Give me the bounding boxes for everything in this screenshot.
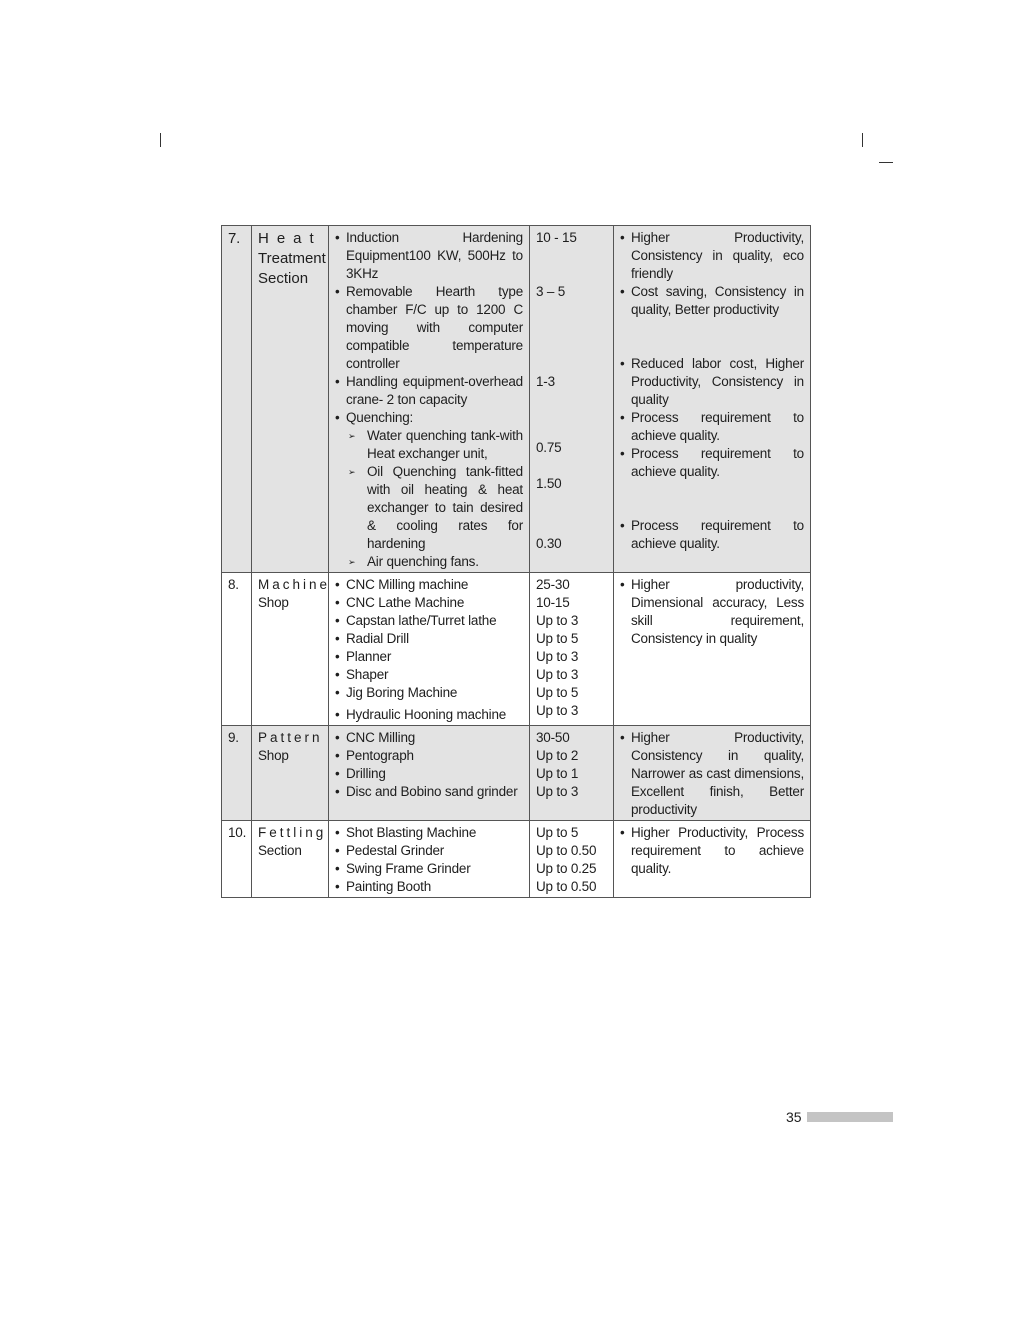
capacity-value: 0.30	[536, 536, 562, 551]
crop-mark-corner	[879, 162, 893, 163]
section-name-first: Fettling	[258, 825, 327, 840]
section-name	[252, 726, 329, 821]
equipment-item: • Drilling	[335, 765, 523, 783]
capacity-cell	[530, 226, 614, 573]
crop-mark-right	[862, 133, 863, 147]
section-name-rest: Section	[258, 843, 302, 858]
capacity-value: 1.50	[536, 476, 562, 491]
benefit-item: • Higher Productivity, Process requirement to achieve quality.	[620, 824, 804, 878]
equipment-item: • Induction Hardening Equipment100 KW, 500Hz to 3KHz	[335, 229, 523, 283]
equipment-item: • Painting Booth	[335, 878, 523, 896]
capacity-cell	[530, 573, 614, 726]
capacity-cell	[530, 821, 614, 898]
section-name-first: Machine	[258, 577, 331, 592]
page-number: 35	[786, 1109, 802, 1125]
capacity-value: 10-15	[536, 595, 570, 610]
capacity-value: Up to 3	[536, 613, 579, 628]
capacity-value: 0.75	[536, 440, 562, 455]
capacity-value: Up to 2	[536, 748, 579, 763]
footer-bar	[807, 1112, 893, 1122]
equipment-subitem: ➢ Air quenching fans.	[346, 553, 523, 571]
benefits-cell	[614, 226, 811, 573]
row-number: 9.	[222, 726, 252, 821]
capacity-value: Up to 0.50	[536, 879, 597, 894]
capacity-value: 10 - 15	[536, 230, 577, 245]
capacity-value: Up to 0.25	[536, 861, 597, 876]
table-row-fettling-section	[222, 821, 811, 898]
benefit-item: • Process requirement to achieve quality.	[620, 409, 804, 445]
section-name	[252, 573, 329, 726]
benefit-item: • Higher Productivity, Consistency in quality, eco friendly	[620, 229, 804, 283]
equipment-item: • CNC Lathe Machine	[335, 594, 523, 612]
capacity-value: Up to 3	[536, 667, 579, 682]
equipment-cell	[329, 226, 530, 573]
equipment-cell	[329, 821, 530, 898]
capacity-value: Up to 1	[536, 766, 579, 781]
capacity-value: Up to 5	[536, 825, 579, 840]
equipment-item: • Handling equipment-overhead crane- 2 ton capacity	[335, 373, 523, 409]
benefit-item: • Process requirement to achieve quality.	[620, 517, 804, 553]
equipment-item	[335, 409, 523, 571]
equipment-item: • CNC Milling	[335, 729, 523, 747]
row-number: 10.	[222, 821, 252, 898]
capacity-value: Up to 5	[536, 685, 579, 700]
benefit-item: • Process requirement to achieve quality.	[620, 445, 804, 481]
section-name-rest: Treatment Section	[258, 250, 326, 287]
equipment-item: • Jig Boring Machine	[335, 684, 523, 702]
capacity-cell	[530, 726, 614, 821]
equipment-item: • Planner	[335, 648, 523, 666]
capacity-value: Up to 3	[536, 649, 579, 664]
equipment-item: • Capstan lathe/Turret lathe	[335, 612, 523, 630]
equipment-table	[221, 225, 811, 898]
capacity-value: Up to 5	[536, 631, 579, 646]
benefits-cell	[614, 821, 811, 898]
benefit-item: • Cost saving, Consistency in quality, Better productivity	[620, 283, 804, 319]
capacity-value: 1-3	[536, 374, 555, 389]
row-number: 7.	[222, 226, 252, 573]
capacity-value: Up to 0.50	[536, 843, 597, 858]
crop-mark-left	[160, 133, 161, 147]
table-row-pattern-shop	[222, 726, 811, 821]
capacity-value: 3 – 5	[536, 284, 566, 299]
section-name-rest: Shop	[258, 595, 289, 610]
section-name	[252, 226, 329, 573]
section-name	[252, 821, 329, 898]
capacity-value: Up to 3	[536, 784, 579, 799]
equipment-cell	[329, 573, 530, 726]
capacity-value: 25-30	[536, 577, 570, 592]
table-row-machine-shop	[222, 573, 811, 726]
section-name-rest: Shop	[258, 748, 289, 763]
equipment-item: • Hydraulic Hooning machine	[335, 706, 523, 724]
benefit-item: • Higher productivity, Dimensional accuracy, Less skill requirement, Consistency in quality	[620, 576, 804, 648]
equipment-item: • Radial Drill	[335, 630, 523, 648]
equipment-item: • Pentograph	[335, 747, 523, 765]
benefit-item: • Higher Productivity, Consistency in quality, Narrower as cast dimensions, Excellent finish, Better productivity	[620, 729, 804, 819]
equipment-subitem: ➢ Water quenching tank-with Heat exchanger unit,	[346, 427, 523, 463]
equipment-item: • Shaper	[335, 666, 523, 684]
equipment-item-label: Quenching:	[346, 410, 414, 425]
equipment-item: • Disc and Bobino sand grinder	[335, 783, 523, 801]
section-name-first: Heat	[258, 230, 322, 247]
benefit-item: • Reduced labor cost, Higher Productivity, Consistency in quality	[620, 355, 804, 409]
equipment-item: • Swing Frame Grinder	[335, 860, 523, 878]
table-row-heat-treatment	[222, 226, 811, 573]
benefits-cell	[614, 573, 811, 726]
section-name-first: Pattern	[258, 730, 323, 745]
capacity-value: 30-50	[536, 730, 570, 745]
capacity-value: Up to 3	[536, 703, 579, 718]
equipment-item: • Shot Blasting Machine	[335, 824, 523, 842]
equipment-item: • CNC Milling machine	[335, 576, 523, 594]
equipment-item: • Removable Hearth type chamber F/C up to 1200 C moving with computer compatible temperature controller	[335, 283, 523, 373]
equipment-subitem: ➢ Oil Quenching tank-fitted with oil heating & heat exchanger to tain desired & cooling rates for hardening	[346, 463, 523, 553]
equipment-item: • Pedestal Grinder	[335, 842, 523, 860]
equipment-cell	[329, 726, 530, 821]
benefits-cell	[614, 726, 811, 821]
row-number: 8.	[222, 573, 252, 726]
